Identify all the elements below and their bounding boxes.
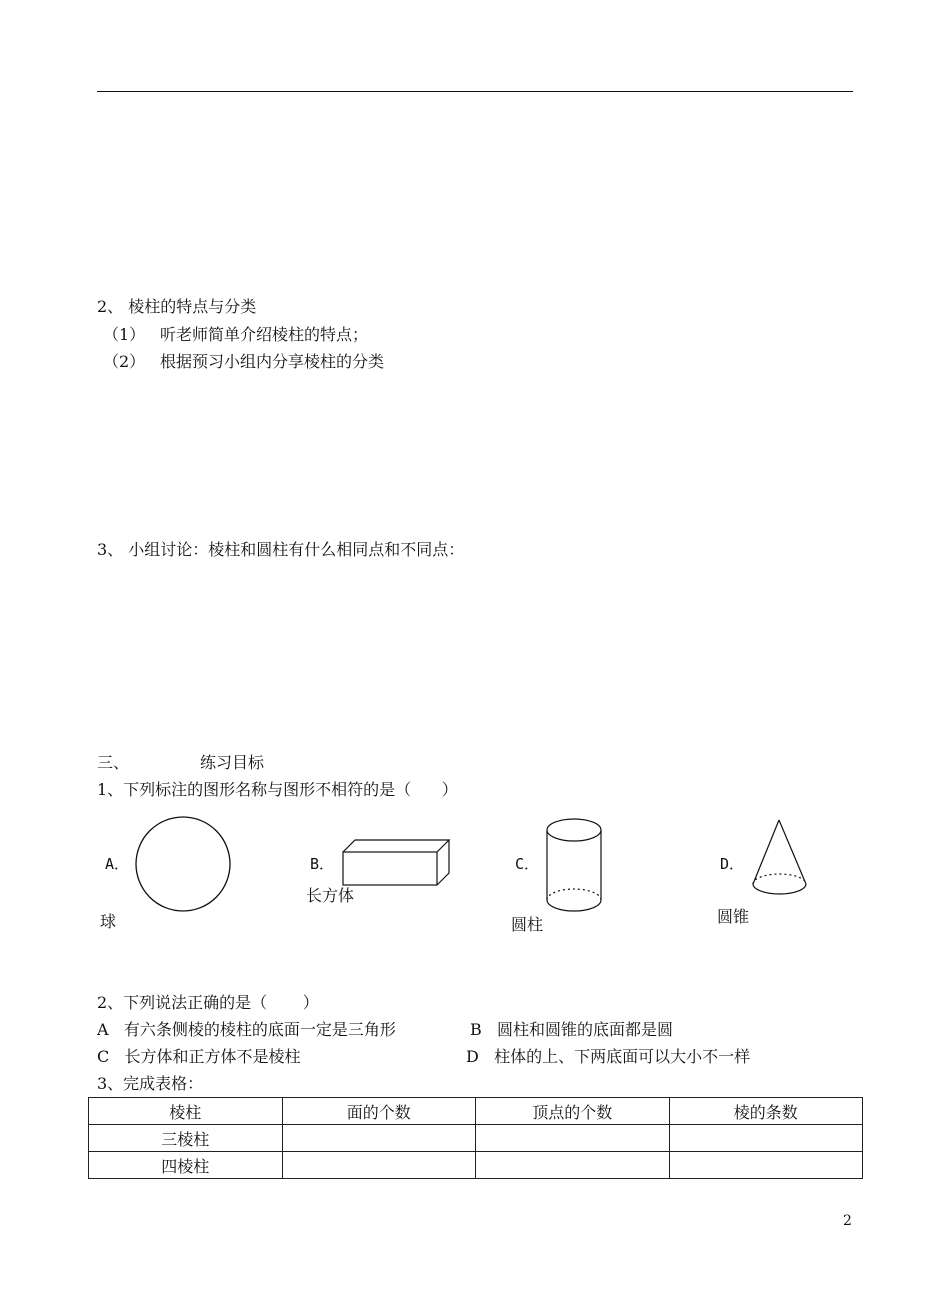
question-1-figures [95, 812, 855, 942]
table-cell[interactable] [669, 1125, 863, 1152]
option-a-figure [100, 817, 230, 931]
cuboid-shape [343, 840, 449, 885]
question-1-text: 1、下列标注的图形名称与图形不相符的是（ ） [97, 780, 458, 799]
cone-shape [753, 820, 806, 894]
question-2-option-a: A 有六条侧棱的棱柱的底面一定是三角形 [97, 1020, 396, 1039]
section-2-item-2-text: 根据预习小组内分享棱柱的分类 [160, 352, 385, 371]
option-d-caption: 圆锥 [717, 907, 750, 926]
question-2-option-d: D 柱体的上、下两底面可以大小不一样 [466, 1047, 751, 1066]
header-cell-vertices: 顶点的个数 [476, 1098, 670, 1125]
option-b-letter: B． [310, 855, 335, 873]
section-3-title: 3、 小组讨论：棱柱和圆柱有什么相同点和不同点： [97, 540, 465, 559]
option-b-figure [306, 840, 449, 905]
option-b-caption: 长方体 [306, 886, 355, 905]
table-cell[interactable] [282, 1152, 476, 1179]
table-cell: 三棱柱 [89, 1125, 283, 1152]
question-2-option-b: B 圆柱和圆锥的底面都是圆 [470, 1020, 674, 1039]
part-3-heading-number: 三、 [97, 753, 130, 772]
header-cell-prism: 棱柱 [89, 1098, 283, 1125]
table-cell: 四棱柱 [89, 1152, 283, 1179]
option-c-caption: 圆柱 [511, 915, 544, 934]
section-2-item-1-number: （1） [103, 325, 146, 344]
table-row [89, 1125, 863, 1152]
option-d-figure [717, 820, 806, 926]
table-cell[interactable] [476, 1152, 670, 1179]
table-cell[interactable] [669, 1152, 863, 1179]
header-cell-edges: 棱的条数 [669, 1098, 863, 1125]
option-a-caption: 球 [100, 912, 117, 931]
section-2-item-1-text: 听老师简单介绍棱柱的特点； [160, 325, 369, 344]
option-a-letter: A． [105, 855, 130, 873]
part-3-heading-text: 练习目标 [200, 753, 265, 772]
header-cell-faces: 面的个数 [282, 1098, 476, 1125]
sphere-shape [136, 817, 230, 911]
question-3-text: 3、完成表格： [97, 1074, 204, 1093]
table-row [89, 1152, 863, 1179]
table-cell[interactable] [282, 1125, 476, 1152]
table-header-row [89, 1098, 863, 1125]
section-2-item-2-number: （2） [103, 352, 146, 371]
table-cell[interactable] [476, 1125, 670, 1152]
option-d-letter: D． [720, 855, 745, 873]
page-number: 2 [843, 1213, 852, 1229]
option-c-letter: C． [515, 855, 540, 873]
question-2-text: 2、下列说法正确的是（ ） [97, 993, 319, 1012]
question-2-option-c: C 长方体和正方体不是棱柱 [97, 1047, 301, 1066]
cylinder-shape [547, 819, 601, 911]
option-c-figure [511, 819, 601, 934]
prism-table [88, 1097, 863, 1179]
section-2-title: 2、 棱柱的特点与分类 [97, 297, 257, 316]
header-rule [97, 91, 853, 92]
